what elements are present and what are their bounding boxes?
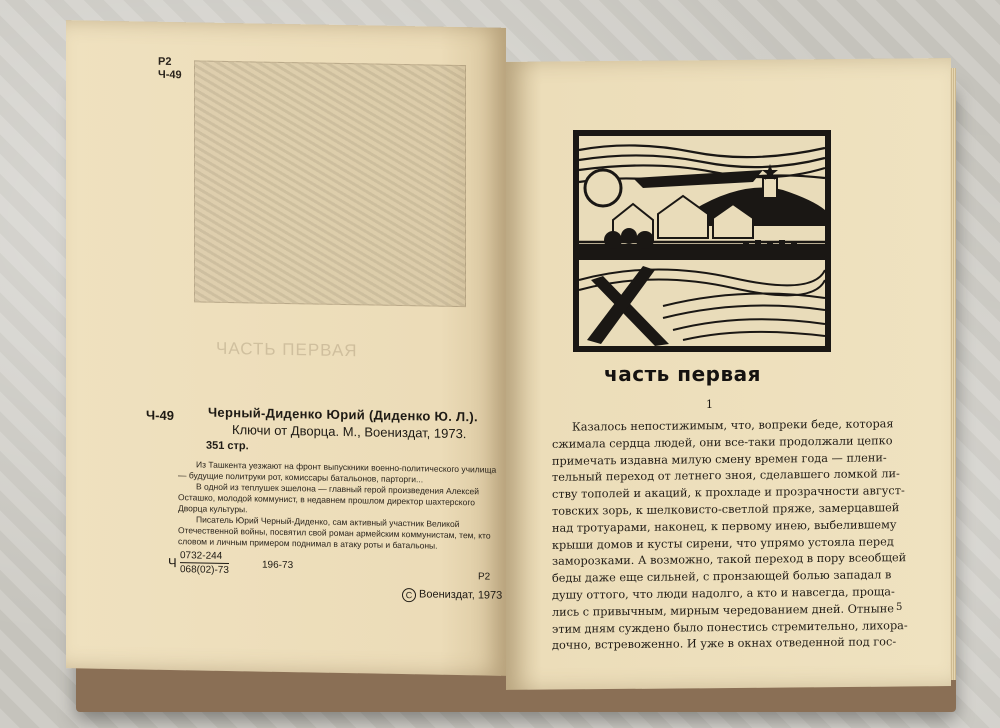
catalog-author: Черный-Диденко Юрий (Диденко Ю. Л.). bbox=[208, 404, 478, 425]
catalog-pages: 351 стр. bbox=[206, 439, 249, 453]
copyright-icon: C bbox=[402, 588, 416, 602]
page-number: 5 bbox=[896, 602, 903, 613]
fraction-prefix: Ч bbox=[168, 554, 177, 571]
chapter-body-text bbox=[552, 416, 908, 655]
class-code-top bbox=[158, 56, 182, 82]
class-code-bottom: Р2 bbox=[478, 571, 491, 583]
body-line: Казалось непостижимым, что, вопреки беде, которая bbox=[572, 417, 894, 434]
bleed-through-illustration bbox=[194, 60, 466, 307]
body-line: товских зорь, к шелковисто-светлой пряже, замерцавшей bbox=[552, 501, 900, 518]
annotation-paragraph: Писатель Юрий Черный-Диденко, сам активный участник Великой Отечественной войны, посвятил свой роман армейским коммунистам, тем, кто словом и личным примером поднимал в атаку роты и батальоны. bbox=[178, 514, 491, 551]
body-line: душу оттого, что люди надолго, а кто и навсегда, проща- bbox=[552, 585, 895, 602]
bleed-through-title: ЧАСТЬ ПЕРВАЯ bbox=[216, 338, 358, 361]
catalog-fraction bbox=[180, 550, 229, 576]
body-line: этим дням суждено было понестись стремительно, лихора- bbox=[552, 618, 908, 636]
left-page bbox=[66, 20, 506, 676]
part-title: часть первая bbox=[604, 362, 761, 386]
body-line: лись с привычным, мирным чередованием дней. Отныне bbox=[552, 602, 894, 619]
body-line: сжимала сердца людей, они все-таки продолжали цепко bbox=[552, 434, 893, 451]
body-line: ству тополей и акаций, к прохладе и прозрачности август- bbox=[552, 484, 905, 502]
copyright-text: Воениздат, 1973 bbox=[419, 588, 503, 602]
class-code-line-2: Ч-49 bbox=[158, 68, 182, 82]
copyright-line bbox=[402, 588, 502, 604]
body-line: дочно, встревоженно. И уже в окнах отведенной под гос- bbox=[552, 635, 897, 653]
catalog-code: Ч-49 bbox=[146, 407, 174, 424]
body-line: беды даже еще сильней, с пронзающей болью западал в bbox=[552, 568, 892, 585]
fraction-numerator: 0732-244 bbox=[180, 550, 229, 564]
body-line: заморозками. А возможно, такой переход в пору всеобщей bbox=[552, 551, 907, 569]
annotation-paragraph: В одной из теплушек эшелона — главный герой произведения Алексей Осташко, молодой коммунист, в недавнем прошлом директор шахтерского Дворца культуры. bbox=[178, 481, 479, 515]
fraction-right: 196-73 bbox=[262, 559, 294, 572]
body-line: примечать издавна милую смену времен года — плени- bbox=[552, 450, 887, 468]
catalog-annotation bbox=[178, 459, 500, 553]
annotation-paragraph: Из Ташкента уезжают на фронт выпускники военно-политического училища — будущие политруки рот, комиссары батальонов, парторги... bbox=[178, 459, 497, 485]
body-line: крыши домов и кусты сирени, что упрямо устояла перед bbox=[552, 534, 894, 552]
page-edges bbox=[950, 68, 956, 680]
body-line: тельный переход от летнего зноя, сделавшего ломкой ли- bbox=[552, 467, 900, 485]
fraction-denominator: 068(02)-73 bbox=[180, 564, 229, 577]
body-line: над тротуарами, наконец, к первому инею, выбелившему bbox=[552, 517, 897, 535]
catalog-title: Ключи от Дворца. М., Воениздат, 1973. bbox=[232, 422, 467, 442]
open-book bbox=[66, 22, 966, 712]
chapter-number: 1 bbox=[706, 398, 713, 411]
class-code-line-1: Р2 bbox=[158, 55, 172, 69]
woodcut-illustration bbox=[573, 130, 831, 352]
